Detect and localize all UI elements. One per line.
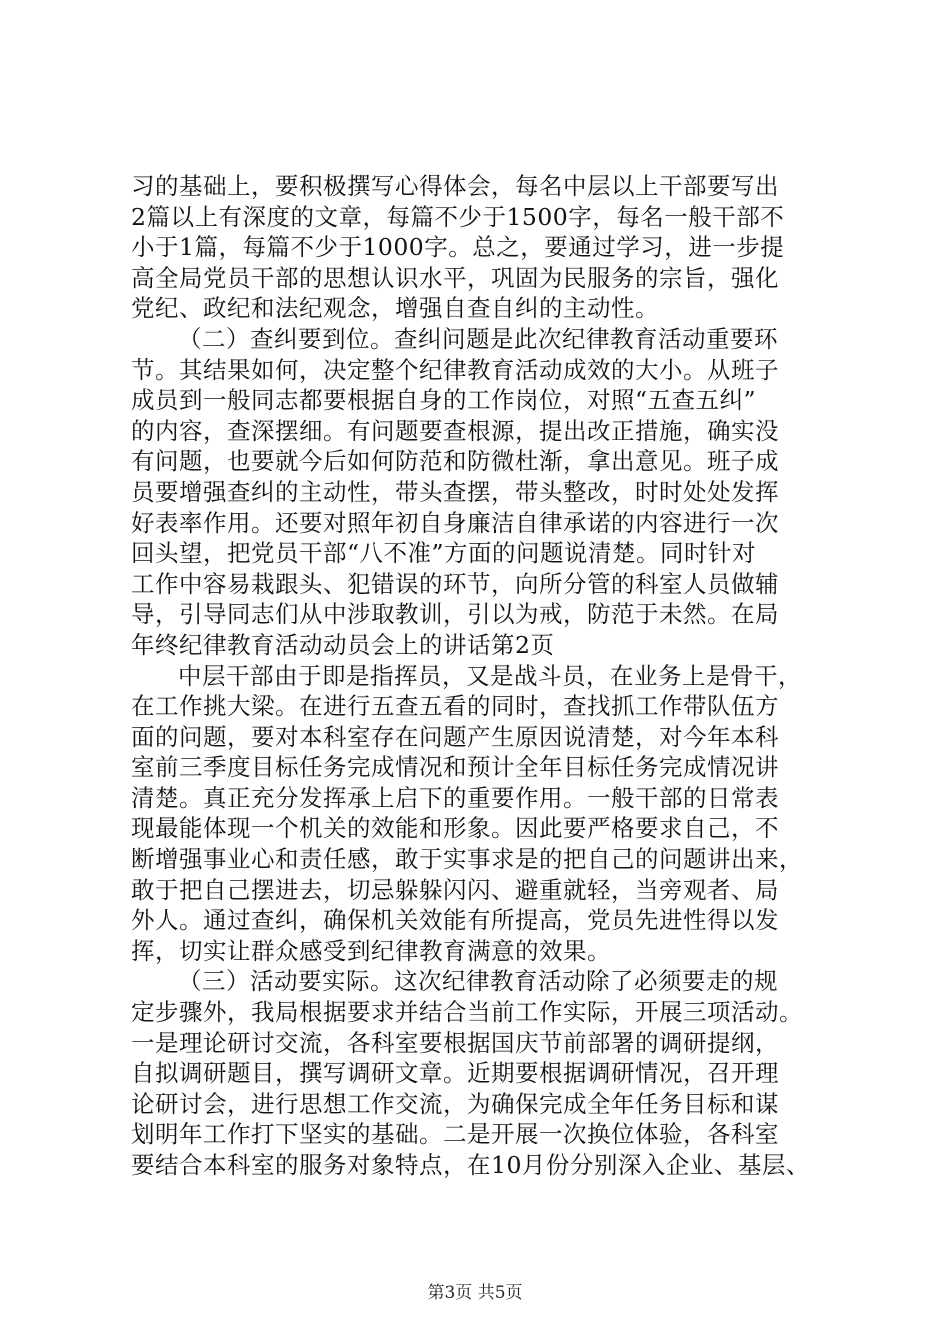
paragraph-start-line: （二）查纠要到位。查纠问题是此次纪律教育活动重要环 <box>178 324 778 353</box>
text-line: 挥，切实让群众感受到纪律教育满意的效果。 <box>131 936 611 965</box>
text-line: 现最能体现一个机关的效能和形象。因此要严格要求自己，不 <box>131 814 779 843</box>
text-line: 的内容，查深摆细。有问题要查根源，提出改正措施，确实没 <box>131 416 779 445</box>
text-line: 断增强事业心和责任感，敢于实事求是的把自己的问题讲出来， <box>131 845 803 874</box>
text-line: 定步骤外，我局根据要求并结合当前工作实际，开展三项活动。 <box>131 998 803 1027</box>
paragraph-start-line: 中层干部由于即是指挥员，又是战斗员，在业务上是骨干， <box>178 661 802 690</box>
text-line: 党纪、政纪和法纪观念，增强自查自纠的主动性。 <box>131 294 659 323</box>
text-line: 在工作挑大梁。在进行五查五看的同时，查找抓工作带队伍方 <box>131 692 779 721</box>
text-line: 自拟调研题目，撰写调研文章。近期要根据调研情况，召开理 <box>131 1059 779 1088</box>
text-line: 导，引导同志们从中涉取教训，引以为戒，防范于未然。在局 <box>131 600 779 629</box>
text-line: 一是理论研讨交流，各科室要根据国庆节前部署的调研提纲， <box>131 1028 779 1057</box>
text-line: 工作中容易栽跟头、犯错误的环节，向所分管的科室人员做辅 <box>131 569 779 598</box>
text-line: 回头望，把党员干部“八不准”方面的问题说清楚。同时针对 <box>131 539 757 568</box>
text-line: 敢于把自己摆进去，切忌躲躲闪闪、避重就轻，当旁观者、局 <box>131 875 779 904</box>
text-line: 论研讨会，进行思想工作交流，为确保完成全年任务目标和谋 <box>131 1089 779 1118</box>
text-line: 好表率作用。还要对照年初自身廉洁自律承诺的内容进行一次 <box>131 508 779 537</box>
text-line: 清楚。真正充分发挥承上启下的重要作用。一般干部的日常表 <box>131 783 779 812</box>
text-line: 2篇以上有深度的文章，每篇不少于1500字，每名一般干部不 <box>131 202 785 231</box>
text-line: 成员到一般同志都要根据自身的工作岗位，对照“五查五纠” <box>131 386 757 415</box>
text-line: 小于1篇，每篇不少于1000字。总之，要通过学习，进一步提 <box>131 233 785 262</box>
text-line: 室前三季度目标任务完成情况和预计全年目标任务完成情况讲 <box>131 753 779 782</box>
page-footer: 第3页 共5页 <box>427 1283 523 1303</box>
text-line: 员要增强查纠的主动性，带头查摆，带头整改，时时处处发挥 <box>131 477 779 506</box>
text-line: 划明年工作打下坚实的基础。二是开展一次换位体验，各科室 <box>131 1120 779 1149</box>
text-line: 要结合本科室的服务对象特点，在10月份分别深入企业、基层、 <box>131 1151 810 1179</box>
text-line: 习的基础上，要积极撰写心得体会，每名中层以上干部要写出 <box>131 172 779 200</box>
text-line: 高全局党员干部的思想认识水平，巩固为民服务的宗旨，强化 <box>131 263 779 292</box>
text-line: 年终纪律教育活动动员会上的讲话第2页 <box>131 630 555 659</box>
document-body <box>131 171 825 1181</box>
text-line: 有问题，也要就今后如何防范和防微杜渐，拿出意见。班子成 <box>131 447 779 476</box>
text-line: 面的问题，要对本科室存在问题产生原因说清楚，对今年本科 <box>131 722 779 751</box>
text-line: 节。其结果如何，决定整个纪律教育活动成效的大小。从班子 <box>131 355 779 384</box>
text-line: 外人。通过查纠，确保机关效能有所提高，党员先进性得以发 <box>131 906 779 935</box>
paragraph-start-line: （三）活动要实际。这次纪律教育活动除了必须要走的规 <box>178 967 778 996</box>
